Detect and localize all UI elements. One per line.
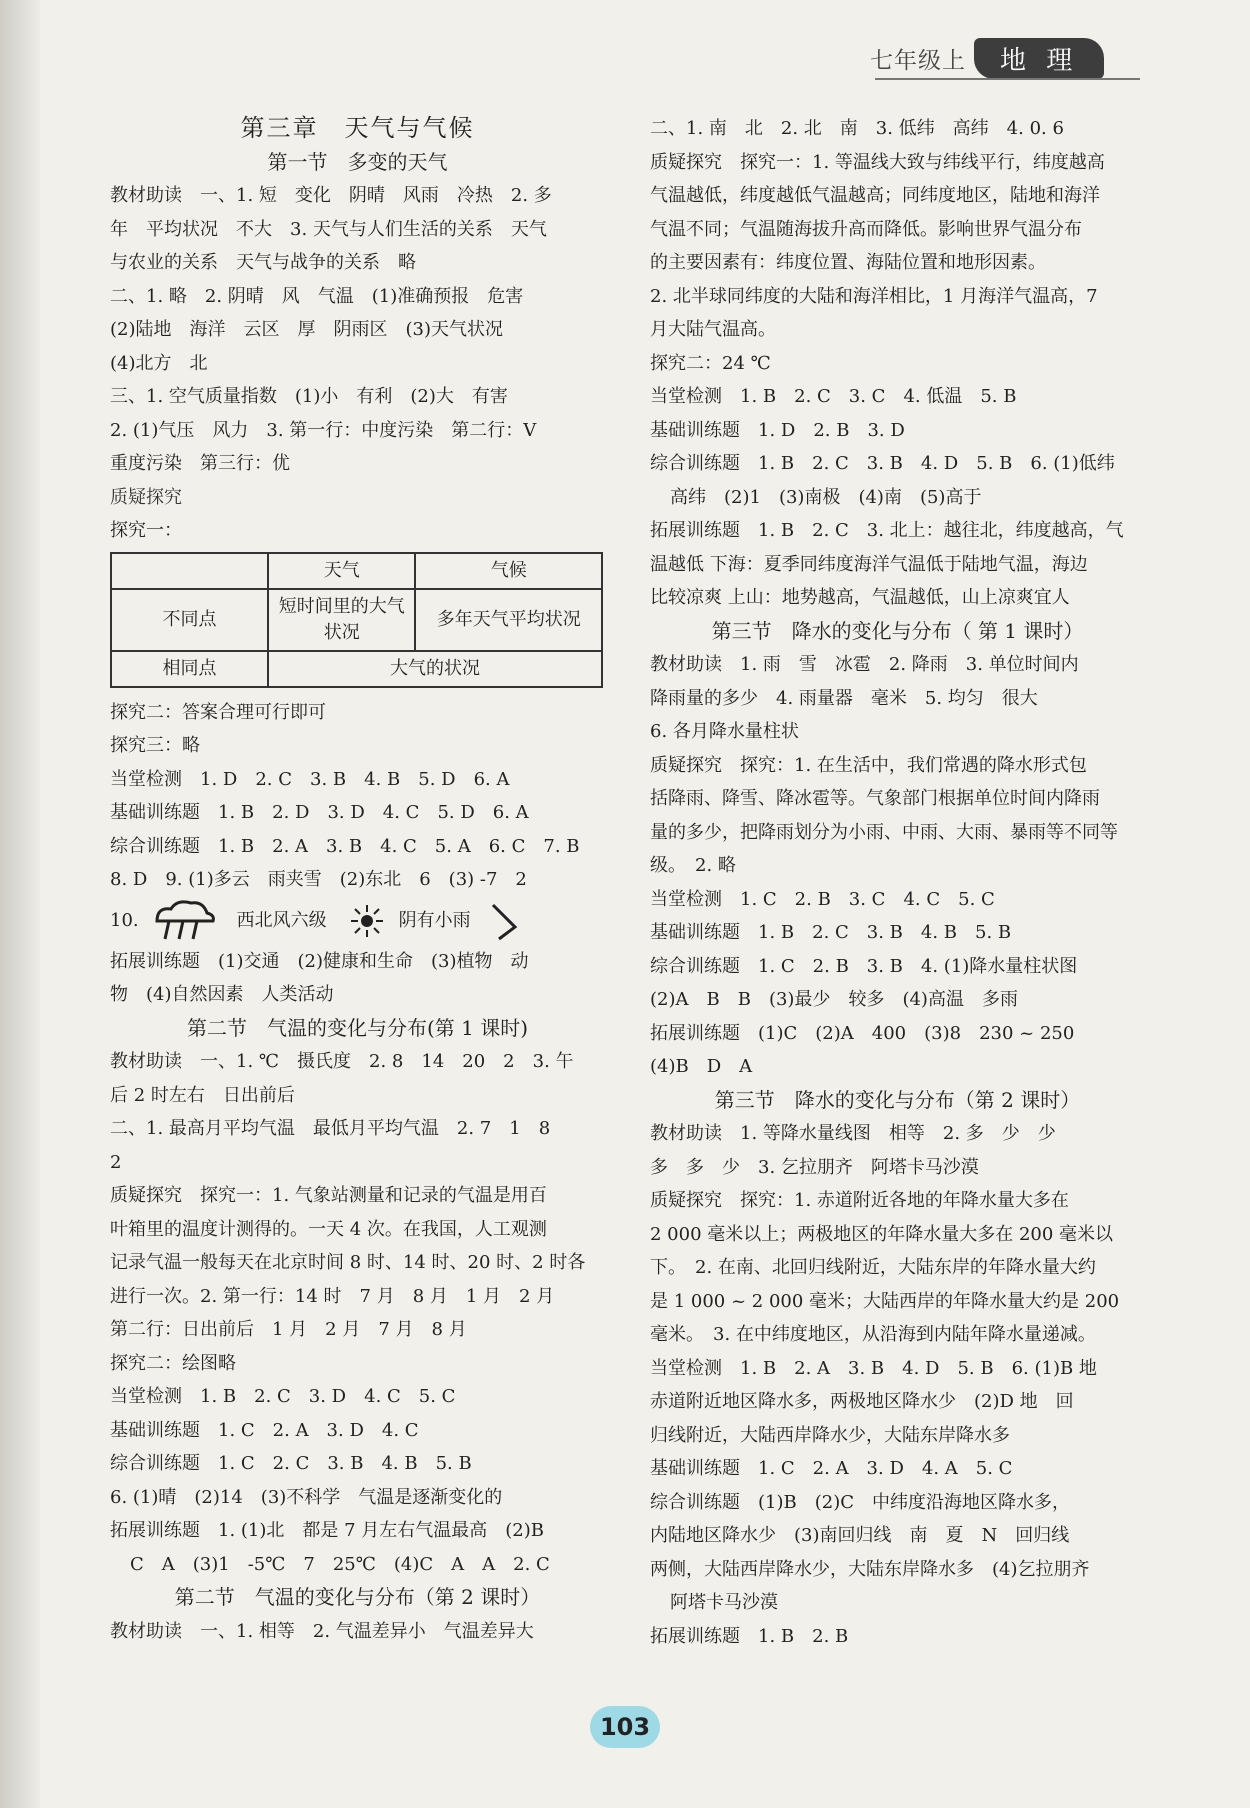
text-line: 基础训练题 1. C 2. A 3. D 4. C (110, 1419, 419, 1441)
section-title: 第一节 多变的天气 (267, 149, 448, 174)
section-title: 第三节 降水的变化与分布（ 第 1 课时） (711, 618, 1084, 643)
sun-icon (349, 903, 385, 939)
text-line: 教材助读 1. 等降水量线图 相等 2. 多 少 少 (650, 1123, 1056, 1144)
text-line: 基础训练题 1. C 2. A 3. D 4. A 5. C (650, 1458, 1013, 1479)
text-line: 当堂检测 1. C 2. B 3. C 4. C 5. C (650, 888, 995, 910)
text-line: 基础训练题 1. B 2. D 3. D 4. C 5. D 6. A (110, 802, 529, 823)
text-line: 2. 北半球同纬度的大陆和海洋相比，1 月海洋气温高，7 (650, 285, 1098, 307)
text-line: (2)A B B (3)最少 较多 (4)高温 多雨 (650, 989, 1018, 1010)
weather-climate-table (110, 552, 603, 688)
left-column (110, 112, 605, 1648)
text-line: 2 000 毫米以上；两极地区的年降水量大多在 200 毫米以 (650, 1223, 1114, 1245)
text-line: 基础训练题 1. D 2. B 3. D (650, 419, 905, 441)
grade-label: 七年级上 (870, 48, 966, 74)
text-line: 后 2 时左右 日出前后 (110, 1084, 295, 1106)
table-cell: 多年天气平均状况 (415, 589, 602, 651)
text-line: 探究二：答案合理可行即可 (110, 701, 326, 723)
text-line: 拓展训练题 1. B 2. C 3. 北上：越往北，纬度越高，气 (650, 520, 1124, 541)
section-title: 第二节 气温的变化与分布(第 1 课时) (186, 1015, 529, 1040)
text-line: 二、1. 略 2. 阴晴 风 气温 (1)准确预报 危害 (110, 285, 524, 307)
text-line: 降雨量的多少 4. 雨量器 毫米 5. 均匀 很大 (650, 687, 1038, 709)
section-title: 第二节 气温的变化与分布（第 2 课时） (174, 1585, 541, 1609)
text-line: 毫米。 3. 在中纬度地区，从沿海到内陆年降水量递减。 (650, 1324, 1096, 1345)
text-line: 综合训练题 1. B 2. C 3. B 4. D 5. B 6. (1)低纬 (650, 453, 1115, 474)
text-line: 比较凉爽 上山：地势越高，气温越低，山上凉爽宜人 (650, 587, 1070, 608)
text-line: 是 1 000 ~ 2 000 毫米；大陆西岸的年降水量大约是 200 (650, 1290, 1120, 1312)
chapter-title: 第三章 天气与气候 (240, 114, 475, 142)
text-line: 内陆地区降水少 (3)南回归线 南 夏 N 回归线 (650, 1525, 1070, 1546)
text-line: 进行一次。2. 第一行：14 时 7 月 8 月 1 月 2 月 (110, 1285, 555, 1307)
page-binding-shadow (0, 0, 40, 1808)
text-line: C A (3)1 -5℃ 7 25℃ (4)C A A 2. C (130, 1553, 550, 1575)
text-line: 下。 2. 在南、北回归线附近，大陆东岸的年降水量大约 (650, 1257, 1096, 1278)
text-line: (4)北方 北 (110, 352, 208, 374)
text-line: 当堂检测 1. D 2. C 3. B 4. B 5. D 6. A (110, 768, 510, 790)
text-line: 探究二：绘图略 (110, 1352, 236, 1374)
header-rule (875, 78, 1140, 80)
page-number: 103 (590, 1706, 660, 1748)
text-line: 记录气温一般每天在北京时间 8 时、14 时、20 时、2 时各 (110, 1252, 586, 1273)
text-line: 拓展训练题 1. B 2. B (650, 1625, 849, 1647)
text-line: 两侧，大陆西岸降水少，大陆东岸降水多 (4)乞拉朋齐 (650, 1558, 1090, 1580)
text-line: 物 (4)自然因素 人类活动 (110, 984, 334, 1005)
text-line: 拓展训练题 1. (1)北 都是 7 月左右气温最高 (2)B (110, 1520, 545, 1541)
text-line: 综合训练题 1. C 2. C 3. B 4. B 5. B (110, 1453, 472, 1474)
text-line: 2. (1)气压 风力 3. 第一行：中度污染 第二行：V (110, 419, 537, 441)
text-line: 质疑探究 探究一：1. 等温线大致与纬线平行，纬度越高 (650, 151, 1105, 173)
table-header-weather: 天气 (268, 553, 415, 589)
page-header (870, 38, 1104, 79)
text-line: 拓展训练题 (1)交通 (2)健康和生命 (3)植物 动 (110, 950, 529, 972)
right-column (650, 112, 1145, 1653)
weather-text: 阴有小雨 (398, 909, 471, 931)
text-line: 当堂检测 1. B 2. A 3. B 4. D 5. B 6. (1)B 地 (650, 1357, 1097, 1379)
text-line: 高纬 (2)1 (3)南极 (4)南 (5)高于 (670, 486, 982, 508)
text-line: 赤道附近地区降水多，两极地区降水少 (2)D 地 回 (650, 1391, 1074, 1412)
text-line: 量的多少，把降雨划分为小雨、中雨、大雨、暴雨等不同等 (650, 821, 1118, 843)
text-line: 第二行：日出前后 1 月 2 月 7 月 8 月 (110, 1319, 467, 1340)
text-line: 叶箱里的温度计测得的。一天 4 次。在我国，人工观测 (110, 1218, 547, 1240)
text-line: 三、1. 空气质量指数 (1)小 有利 (2)大 有害 (110, 386, 508, 407)
text-line: 综合训练题 1. B 2. A 3. B 4. C 5. A 6. C 7. B (110, 835, 580, 857)
text-line: 阿塔卡马沙漠 (670, 1592, 778, 1613)
rain-cloud-icon (151, 899, 217, 943)
text-line: 二、1. 最高月平均气温 最低月平均气温 2. 7 1 8 (110, 1118, 551, 1139)
text-line: 8. D 9. (1)多云 雨夹雪 (2)东北 6 (3) -7 2 (110, 869, 527, 890)
text-line: 括降雨、降雪、降冰雹等。气象部门根据单位时间内降雨 (650, 788, 1100, 809)
table-cell: 短时间里的大气状况 (268, 589, 415, 651)
wind-text: 西北风六级 (236, 909, 327, 931)
text-line: 多 多 少 3. 乞拉朋齐 阿塔卡马沙漠 (650, 1156, 979, 1178)
table-cell: 大气的状况 (268, 651, 602, 687)
table-row-label-differences: 不同点 (111, 589, 268, 651)
text-line: 当堂检测 1. B 2. C 3. D 4. C 5. C (110, 1386, 456, 1407)
text-line: 重度污染 第三行：优 (110, 453, 290, 474)
text-line: 探究一： (110, 520, 182, 541)
text-line: 月大陆气温高。 (650, 319, 776, 340)
weather-symbols-row (110, 897, 605, 945)
text-line: 教材助读 一、1. 相等 2. 气温差异小 气温差异大 (110, 1620, 534, 1642)
text-line: 质疑探究 探究：1. 在生活中，我们常遇的降水形式包 (650, 754, 1087, 776)
text-line: 6. 各月降水量柱状 (650, 721, 799, 742)
section-title: 第三节 降水的变化与分布（第 2 课时） (714, 1087, 1081, 1112)
text-line: 质疑探究 (110, 486, 182, 508)
text-line: 探究三：略 (110, 735, 200, 756)
text-line: 质疑探究 探究：1. 赤道附近各地的年降水量大多在 (650, 1190, 1069, 1211)
text-line: 教材助读 一、1. 短 变化 阴晴 风雨 冷热 2. 多 (110, 185, 552, 206)
text-line: 探究二：24 ℃ (650, 352, 771, 374)
text-line: 年 平均状况 不大 3. 天气与人们生活的关系 天气 (110, 218, 547, 240)
text-line: 气温越低，纬度越低气温越高；同纬度地区，陆地和海洋 (650, 185, 1100, 206)
text-line: 当堂检测 1. B 2. C 3. C 4. 低温 5. B (650, 386, 1017, 407)
question-number: 10. (110, 909, 139, 931)
text-line: 气温不同；气温随海拔升高而降低。影响世界气温分布 (650, 218, 1082, 240)
text-line: 综合训练题 (1)B (2)C 中纬度沿海地区降水多， (650, 1491, 1070, 1513)
wind-flag-icon (489, 901, 519, 941)
text-line: 拓展训练题 (1)C (2)A 400 (3)8 230 ~ 250 (650, 1022, 1075, 1044)
text-line: (2)陆地 海洋 云区 厚 阴雨区 (3)天气状况 (110, 319, 503, 340)
table-row-label-similarities: 相同点 (111, 651, 268, 687)
text-line: 6. (1)晴 (2)14 (3)不科学 气温是逐渐变化的 (110, 1486, 503, 1508)
table-corner-cell (111, 553, 268, 589)
text-line: 综合训练题 1. C 2. B 3. B 4. (1)降水量柱状图 (650, 955, 1078, 977)
text-line: 归线附近，大陆西岸降水少，大陆东岸降水多 (650, 1424, 1010, 1446)
text-line: 级。 2. 略 (650, 855, 736, 876)
text-line: 教材助读 一、1. ℃ 摄氏度 2. 8 14 20 2 3. 午 (110, 1051, 574, 1072)
text-line: 基础训练题 1. B 2. C 3. B 4. B 5. B (650, 922, 1012, 943)
text-line: 质疑探究 探究一：1. 气象站测量和记录的气温是用百 (110, 1185, 547, 1206)
text-line: 的主要因素有：纬度位置、海陆位置和地形因素。 (650, 252, 1046, 273)
text-line: 教材助读 1. 雨 雪 冰雹 2. 降雨 3. 单位时间内 (650, 654, 1079, 675)
text-line: 与农业的关系 天气与战争的关系 略 (110, 252, 416, 273)
text-line: 温越低 下海：夏季同纬度海洋气温低于陆地气温，海边 (650, 553, 1088, 575)
text-line: 二、1. 南 北 2. 北 南 3. 低纬 高纬 4. 0. 6 (650, 118, 1064, 139)
subject-badge: 地 理 (974, 38, 1104, 79)
text-line: 2 (110, 1151, 122, 1173)
table-header-climate: 气候 (415, 553, 602, 589)
text-line: (4)B D A (650, 1056, 753, 1077)
